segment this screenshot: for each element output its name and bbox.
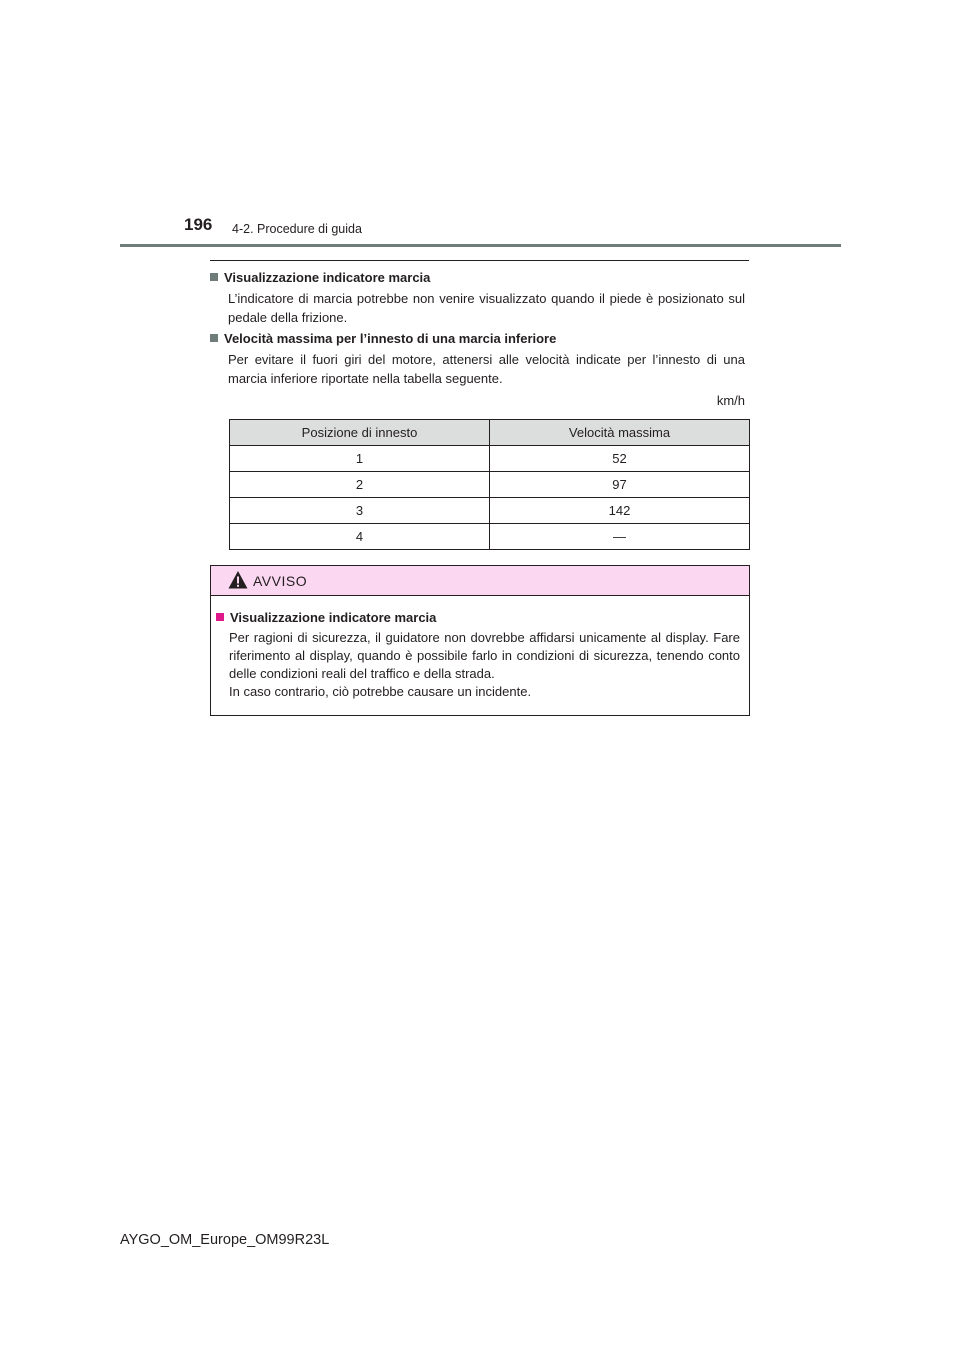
speed-cell: 97 [490, 472, 750, 498]
table-row [230, 498, 750, 524]
header-rule [120, 244, 841, 247]
speed-cell: 142 [490, 498, 750, 524]
section-title: 4-2. Procedure di guida [232, 222, 362, 236]
footer-doc-id: AYGO_OM_Europe_OM99R23L [120, 1232, 330, 1248]
warning-label: AVVISO [253, 573, 308, 589]
square-bullet-icon [210, 334, 218, 342]
page-number: 196 [184, 215, 213, 234]
warning-text [229, 629, 740, 701]
table-row [230, 446, 750, 472]
warning-subheading [216, 610, 436, 625]
column-header: Posizione di innesto [230, 420, 490, 446]
warning-header [211, 566, 749, 596]
subheading-gear-indicator [210, 270, 430, 285]
gear-cell: 1 [230, 446, 490, 472]
table-row [230, 472, 750, 498]
square-bullet-icon [210, 273, 218, 281]
speed-table [229, 419, 750, 550]
gear-cell: 3 [230, 498, 490, 524]
subheading-text: Visualizzazione indicatore marcia [224, 270, 431, 285]
paragraph-max-speed: Per evitare il fuori giri del motore, attenersi alle velocità indicate per l’innesto di una marcia inferiore riportate nella tabella seguente. [228, 352, 745, 386]
square-bullet-icon [216, 613, 224, 621]
table-header-row [230, 420, 750, 446]
speed-cell: — [490, 524, 750, 550]
gear-cell: 4 [230, 524, 490, 550]
paragraph-gear-indicator: L’indicatore di marcia potrebbe non venire visualizzato quando il piede è posizionato sul pedale della frizione. [228, 291, 745, 325]
subheading-text: Velocità massima per l’innesto di una marcia inferiore [224, 331, 557, 346]
content-divider [210, 260, 749, 261]
warning-box [210, 565, 750, 716]
subheading-max-speed [210, 331, 556, 346]
warning-line: Per ragioni di sicurezza, il guidatore non dovrebbe affidarsi unicamente al display. Fare riferimento al display, quando è possibile farlo in condizioni di sicurezza, tenendo conto delle condizioni reali del traffico e della strada. [229, 630, 740, 681]
warning-subheading-text: Visualizzazione indicatore marcia [230, 610, 437, 625]
column-header: Velocità massima [490, 420, 750, 446]
table-row [230, 524, 750, 550]
speed-cell: 52 [490, 446, 750, 472]
gear-cell: 2 [230, 472, 490, 498]
warning-line: In caso contrario, ciò potrebbe causare un incidente. [229, 684, 532, 699]
unit-label: km/h [716, 393, 745, 408]
warning-triangle-icon [228, 570, 248, 590]
